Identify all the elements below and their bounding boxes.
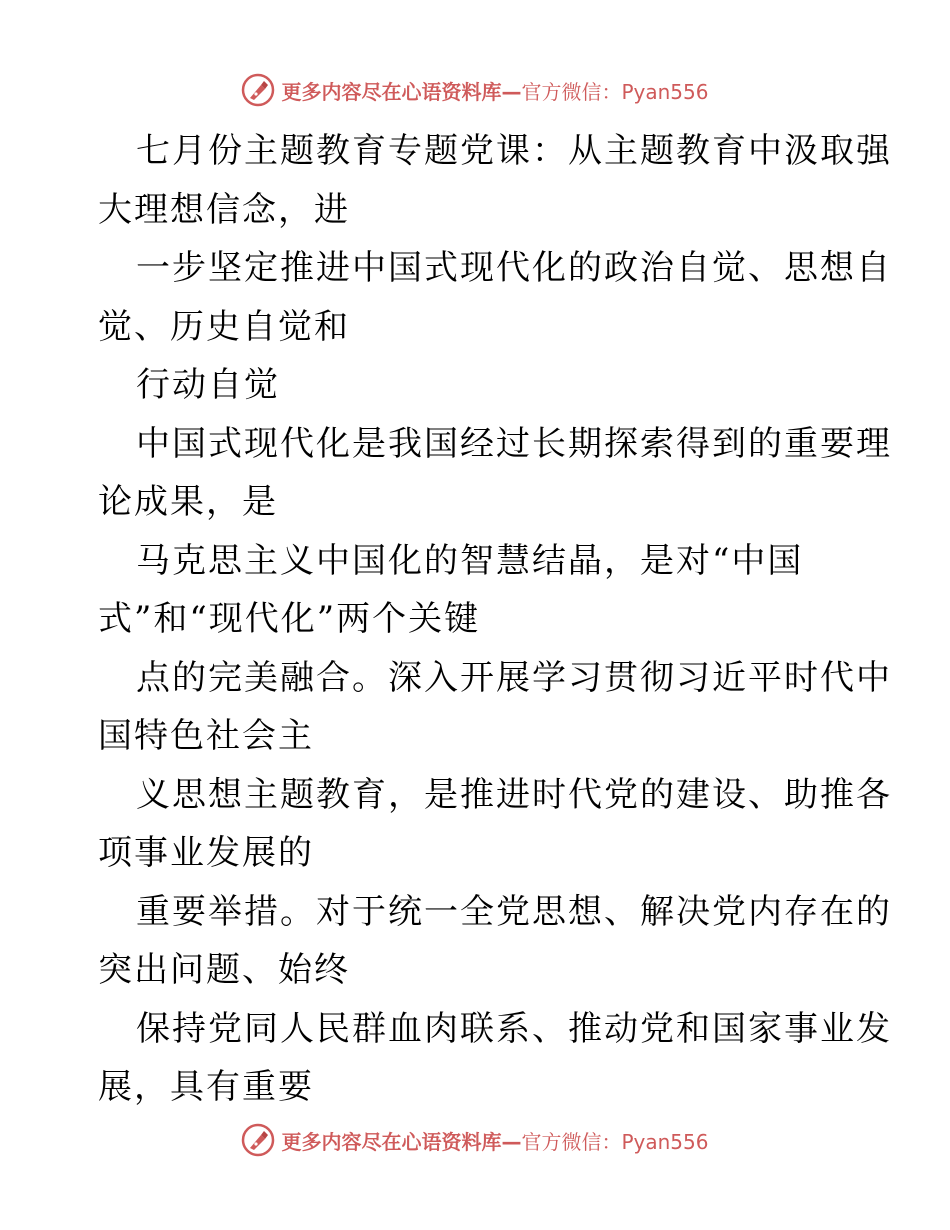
text-line: 论成果，是 [98,482,278,522]
text-line: 保持党同人民群血肉联系、推动党和国家事业发 [136,1008,892,1049]
text-line: 马克思主义中国化的智慧结晶，是对“中国 [136,540,804,581]
text-line: 国特色社会主 [98,716,314,756]
watermark-main-text: 更多内容尽在心语资料库— [281,79,522,104]
pen-nib-icon [241,73,275,107]
footer-watermark [0,1120,950,1160]
text-line: 七月份主题教育专题党课：从主题教育中汲取强 [136,131,892,171]
text-line: 大理想信念，进 [98,189,350,230]
text-line: 项事业发展的 [98,833,314,873]
text-line: 行动自觉 [136,365,280,405]
text-line: 突出问题、始终 [98,950,350,990]
text-line: 重要举措。对于统一全党思想、解决党内存在的 [136,891,892,932]
watermark-contact-text: 官方微信：Pyan556 [521,1129,709,1154]
text-line: 中国式现代化是我国经过长期探索得到的重要理 [136,423,892,464]
text-line: 展，具有重要 [98,1067,314,1107]
header-watermark [0,70,950,110]
document-body [98,122,892,1117]
pen-nib-icon [241,1123,275,1157]
text-line: 觉、历史自觉和 [98,306,350,347]
text-line: 一步坚定推进中国式现代化的政治自觉、思想自 [136,248,892,288]
text-line: 点的完美融合。深入开展学习贯彻习近平时代中 [136,657,892,698]
text-line: 义思想主题教育，是推进时代党的建设、助推各 [136,774,892,815]
watermark-contact-text: 官方微信：Pyan556 [521,79,709,104]
watermark-main-text: 更多内容尽在心语资料库— [281,1129,522,1154]
text-line: 式”和“现代化”两个关键 [98,599,481,639]
